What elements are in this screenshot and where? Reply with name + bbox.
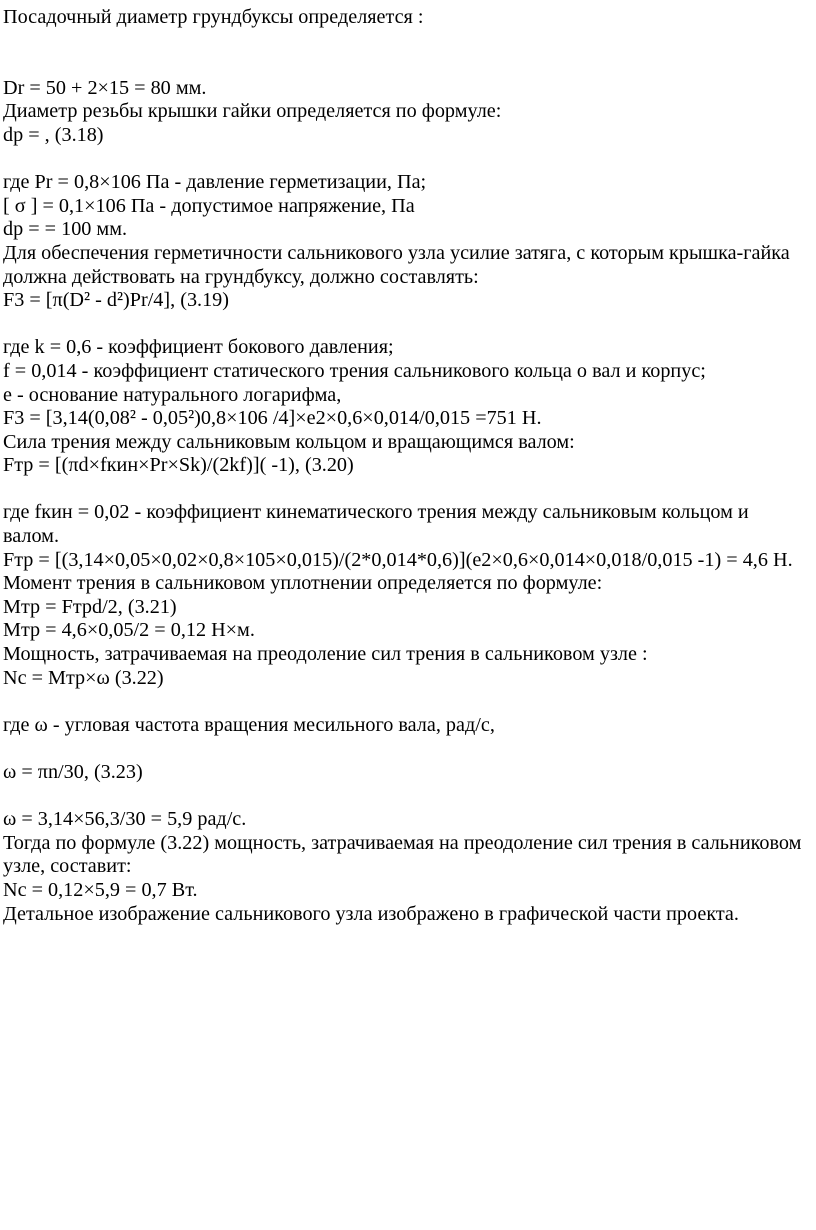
- text-line: Посадочный диаметр грундбуксы определяется :: [3, 6, 424, 28]
- formula-line: Fтр = [(3,14×0,05×0,02×0,8×105×0,015)/(2*0,014*0,6)](e2×0,6×0,014×0,018/0,015 -1) = 4,6 Н.: [3, 548, 793, 571]
- formula-line: F3 = [π(D² - d²)Pr/4], (3.19): [3, 289, 229, 312]
- blank-line: [3, 478, 809, 502]
- text-line: Сила трения между сальниковым кольцом и вращающимся валом:: [3, 430, 575, 453]
- formula-line: Мтр = 4,6×0,05/2 = 0,12 Н×м.: [3, 619, 255, 642]
- formula-line: ω = πn/30, (3.23): [3, 761, 143, 783]
- blank-line: [3, 690, 809, 714]
- text-line: где k = 0,6 - коэффициент бокового давления;: [3, 336, 394, 359]
- text-line: где ω - угловая частота вращения месильного вала, рад/с,: [3, 713, 495, 736]
- blank-line: [3, 53, 809, 77]
- formula-line: dp = , (3.18): [3, 123, 104, 146]
- blank-line: [3, 737, 809, 761]
- formula-line: Fтр = [(πd×fкин×Pr×Sk)/(2kf)]( -1), (3.20): [3, 454, 354, 477]
- paragraph: Тогда по формуле (3.22) мощность, затрачиваемая на преодоление сил трения в сальниковом узле, составит:: [3, 831, 802, 878]
- blank-line: [3, 148, 809, 172]
- text-line: где Pr = 0,8×106 Па - давление герметизации, Па;: [3, 171, 427, 194]
- text-line: f = 0,014 - коэффициент статического трения сальникового кольца о вал и корпус;: [3, 359, 706, 382]
- formula-line: Nc = 0,12×5,9 = 0,7 Вт.: [3, 878, 198, 901]
- text-line: Dr = 50 + 2×15 = 80 мм.: [3, 76, 207, 99]
- document-body: [3, 6, 809, 926]
- formula-line: Мтр = Fтрd/2, (3.21): [3, 595, 177, 618]
- text-line: Мощность, затрачиваемая на преодоление сил трения в сальниковом узле :: [3, 643, 648, 666]
- formula-line: Nc = Mтр×ω (3.22): [3, 666, 164, 689]
- blank-line: [3, 30, 809, 54]
- blank-line: [3, 785, 809, 809]
- text-line: Диаметр резьбы крышки гайки определяется по формуле:: [3, 100, 502, 123]
- formula-line: F3 = [3,14(0,08² - 0,05²)0,8×106 /4]×e2×0,6×0,014/0,015 =751 Н.: [3, 407, 542, 430]
- text-line: Момент трения в сальниковом уплотнении определяется по формуле:: [3, 572, 603, 595]
- text-line: [ σ ] = 0,1×106 Па - допустимое напряжение, Па: [3, 194, 415, 217]
- formula-line: ω = 3,14×56,3/30 = 5,9 рад/с.: [3, 808, 247, 831]
- paragraph: Для обеспечения герметичности сальникового узла усилие затяга, с которым крышка-гайка должна действовать на грундбуксу, должно составлять:: [3, 241, 790, 288]
- text-line: Детальное изображение сальникового узла изображено в графической части проекта.: [3, 902, 739, 925]
- text-line: e - основание натурального логарифма,: [3, 383, 342, 406]
- paragraph: где fкин = 0,02 - коэффициент кинематического трения между сальниковым кольцом и валом.: [3, 501, 749, 548]
- text-line: dp = = 100 мм.: [3, 218, 128, 241]
- blank-line: [3, 313, 809, 337]
